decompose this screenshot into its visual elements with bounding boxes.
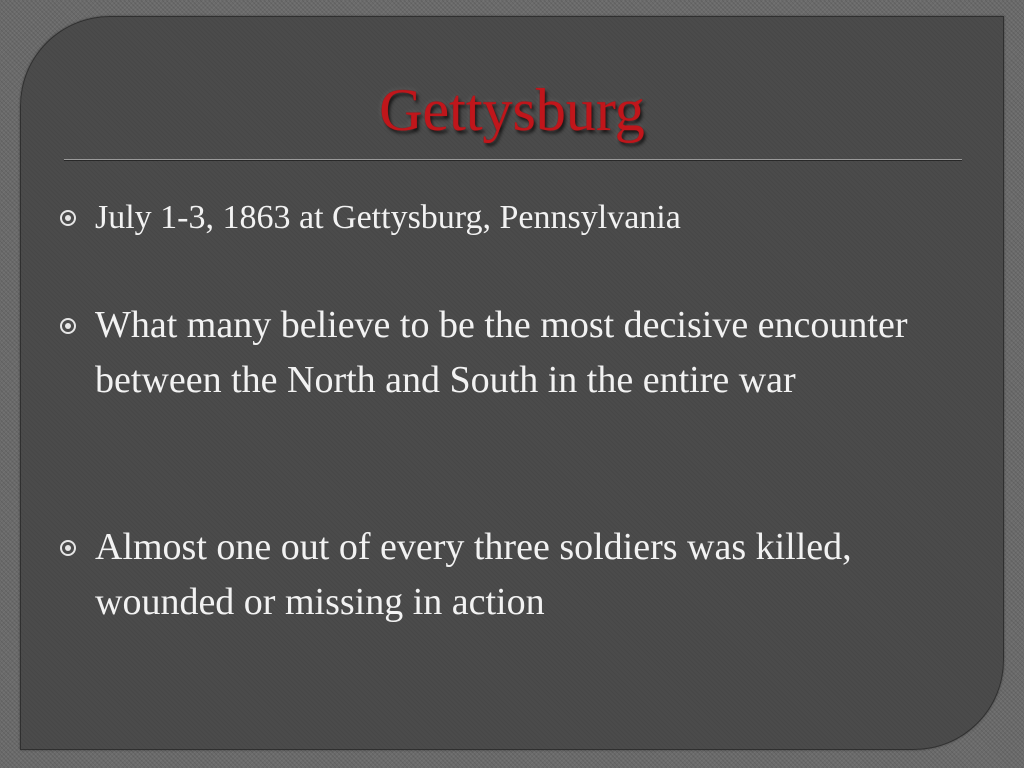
- circle-dot-icon: [60, 540, 76, 556]
- title-divider: [64, 159, 962, 160]
- circle-dot-icon: [60, 210, 76, 226]
- bullet-text: Almost one out of every three soldiers was killed, wounded or missing in action: [95, 526, 852, 623]
- bullet-text: July 1-3, 1863 at Gettysburg, Pennsylvania: [95, 199, 681, 236]
- slide-title: Gettysburg: [379, 77, 645, 143]
- bullet-item: [60, 190, 681, 245]
- bullet-item: [60, 520, 960, 630]
- circle-dot-icon: [60, 318, 76, 334]
- bullet-item: [60, 298, 960, 408]
- bullet-text: What many believe to be the most decisive encounter between the North and South in the entire war: [95, 304, 908, 401]
